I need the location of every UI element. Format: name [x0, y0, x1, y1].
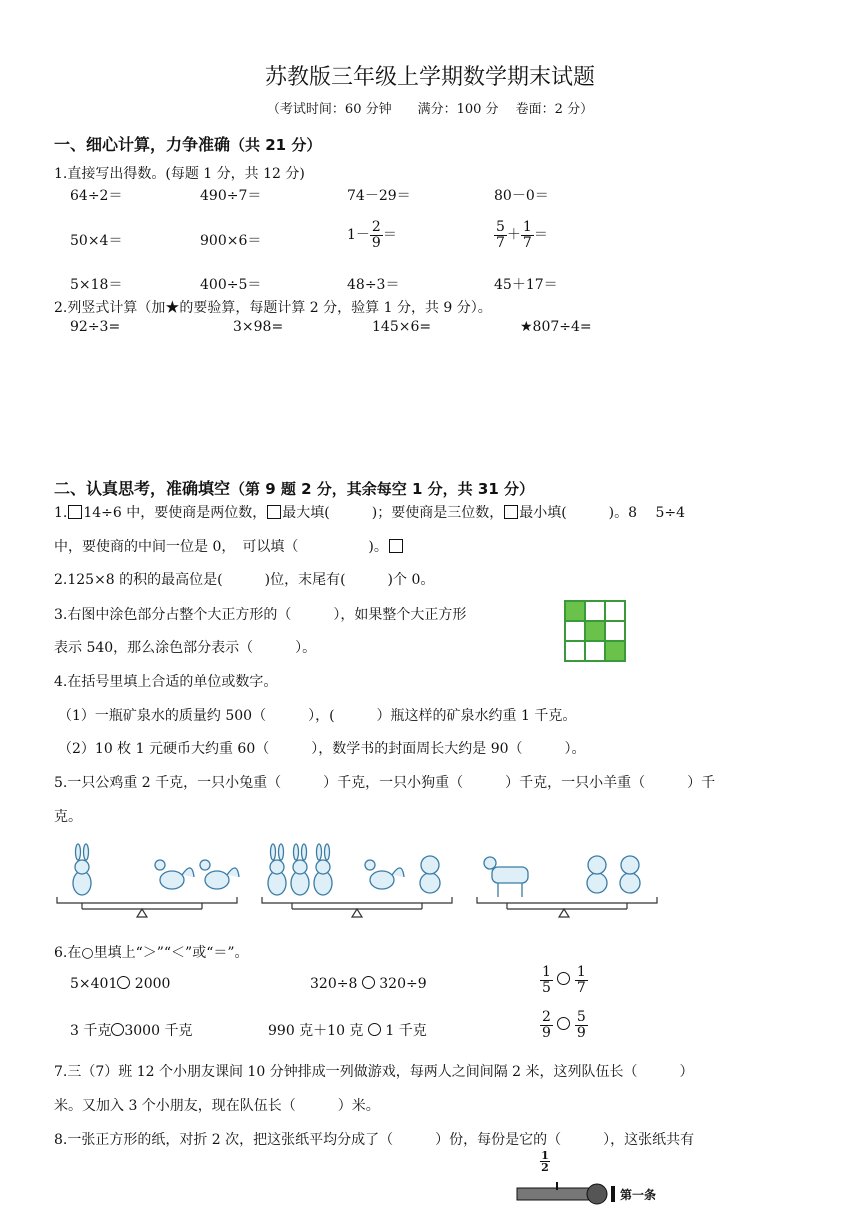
s2-q5-line2: 克。: [54, 809, 82, 825]
dog-icon: [587, 856, 607, 893]
calc-item: 74－29＝: [347, 188, 411, 204]
page-title: 苏教版三年级上学期数学期末试题: [264, 65, 595, 90]
calc-item: 400÷5＝: [200, 277, 262, 293]
shaded-square-grid: [564, 600, 626, 662]
calc-item: 900×6＝: [200, 233, 262, 249]
compare-circle[interactable]: [368, 1023, 381, 1036]
calc-item: 5×18＝: [70, 277, 123, 293]
vertical-calc-item: 92÷3=: [70, 319, 121, 335]
compare-fraction-item: $\frac{1}{5}$ $\frac{1}{7}$: [542, 964, 586, 996]
s2-q3-line1: 3.右图中涂色部分占整个大正方形的（ ），如果整个大正方形: [54, 607, 467, 623]
rabbit-icon: [73, 844, 91, 895]
section1-heading: [54, 132, 321, 155]
q2-label: 2.列竖式计算（加★的要验算，每题计算 2 分，验算 1 分，共 9 分）。: [54, 300, 492, 316]
section1-note: （共 21 分）: [230, 136, 322, 154]
s2-q2: 2.125×8 的积的最高位是( )位，末尾有( )个 0。: [54, 572, 435, 588]
s2-q4-1: （1）一瓶矿泉水的质量约 500（ ），( ）瓶这样的矿泉水约重 1 千克。: [58, 708, 577, 724]
calc-item-fraction-sum: $\frac{5}{7}$ ＋ $\frac{1}{7}$ ＝: [496, 219, 548, 251]
rooster-icon: [200, 860, 239, 889]
fraction: $\frac{5}{7}$: [496, 219, 505, 251]
s2-q8: 8.一张正方形的纸，对折 2 次，把这张纸平均分成了（ ）份，每份是它的（ ），这张纸共有: [54, 1132, 695, 1148]
calc-item: 80－0＝: [494, 188, 549, 204]
compare-circle[interactable]: [362, 976, 375, 989]
blank-box[interactable]: [267, 505, 281, 519]
compare-circle[interactable]: [117, 976, 130, 989]
rabbit-icon: [268, 844, 286, 895]
fraction: $\frac{1}{7}$: [522, 219, 532, 251]
compare-circle[interactable]: [557, 972, 570, 985]
rooster-icon: [365, 860, 404, 889]
blank-box[interactable]: [504, 505, 518, 519]
fraction-label: 1 2: [541, 1149, 549, 1174]
blank-box[interactable]: [389, 539, 403, 553]
compare-item: 3 千克 3000 千克: [70, 1023, 193, 1039]
s2-q5-line1: 5.一只公鸡重 2 千克，一只小兔重（ ）千克，一只小狗重（ ）千克，一只小羊重（ ）千: [54, 775, 716, 791]
rope-label: 第一条: [620, 1188, 657, 1202]
calc-item: 45＋17＝: [494, 277, 558, 293]
s2-q4-2: （2）10 枚 1 元硬币大约重 60（ ），数学书的封面周长大约是 90（ ）。: [58, 741, 586, 757]
section2-title: 二、认真思考，准确填空: [54, 479, 231, 498]
exam-info: （考试时间：60 分钟 满分：100 分 卷面：2 分）: [266, 102, 594, 117]
compare-item: 320÷8 320÷9: [310, 976, 427, 992]
rabbit-icon: [314, 844, 332, 895]
vertical-calc-item: ★807÷4=: [520, 319, 592, 335]
section2-heading: [54, 476, 534, 499]
balance-scales-illustration: [52, 835, 752, 925]
s2-q1-line2: 中，要使商的中间一位是 0， 可以填（ )。: [54, 536, 404, 556]
s2-q1-line1: 1. 14÷6 中，要使商是两位数， 最大填( )；要使商是三位数， 最小填( )。8 5÷4: [54, 505, 686, 521]
calc-item-fraction: 1－ $\frac{2}{9}$ ＝: [347, 219, 397, 251]
rooster-icon: [155, 860, 194, 889]
calc-item: 50×4＝: [70, 233, 123, 249]
blank-box[interactable]: [68, 505, 82, 519]
dog-icon: [420, 856, 440, 893]
vertical-calc-item: 3×98=: [233, 319, 284, 335]
calc-item: 64÷2＝: [70, 188, 123, 204]
dog-icon: [620, 856, 640, 893]
s2-q7-line1: 7.三（7）班 12 个小朋友课间 10 分钟排成一列做游戏，每两人之间间隔 2 米，这列队伍长（ ）: [54, 1064, 694, 1080]
compare-item: 990 克＋10 克 1 千克: [268, 1023, 427, 1039]
fraction: $\frac{2}{9}$: [371, 219, 381, 251]
rabbit-icon: [291, 844, 309, 895]
calc-item: 48÷3＝: [347, 277, 400, 293]
s2-q6: 6.在○里填上“＞”“＜”或“＝”。: [54, 945, 249, 961]
goat-icon: [484, 857, 528, 897]
s2-q4: 4.在括号里填上合适的单位或数字。: [54, 674, 278, 690]
compare-circle[interactable]: [557, 1017, 570, 1030]
compare-circle[interactable]: [111, 1023, 124, 1036]
q1-label: 1.直接写出得数。(每题 1 分，共 12 分): [54, 166, 305, 182]
compare-item: 5×401 2000: [70, 976, 171, 992]
s2-q3-line2: 表示 540，那么涂色部分表示（ ）。: [54, 640, 317, 656]
section2-note: （第 9 题 2 分，其余每空 1 分，共 31 分）: [230, 480, 534, 498]
calc-item: 490÷7＝: [200, 188, 262, 204]
s2-q7-line2: 米。又加入 3 个小朋友，现在队伍长（ ）米。: [54, 1098, 380, 1114]
vertical-calc-item: 145×6=: [372, 319, 432, 335]
compare-fraction-item: $\frac{2}{9}$ $\frac{5}{9}$: [542, 1009, 586, 1041]
section1-title: 一、细心计算，力争准确: [54, 135, 231, 154]
